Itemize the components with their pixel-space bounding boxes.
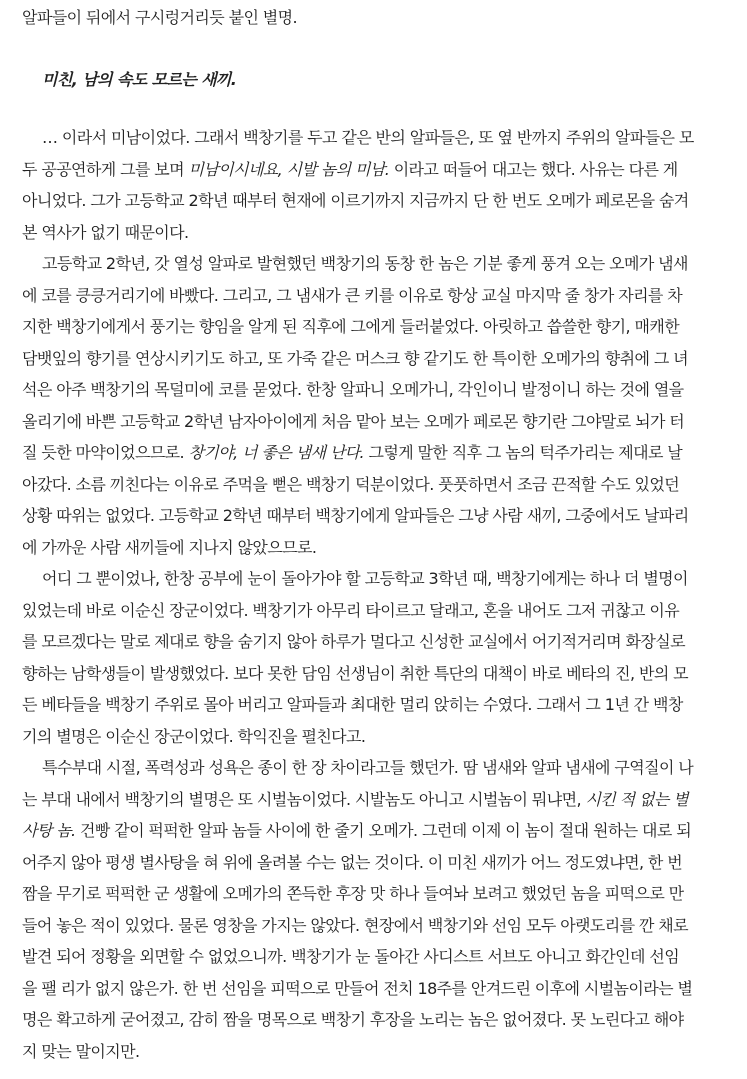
text-line: 고등학교 2학년, 갓 열성 알파로 발현했던 백창기의 동창 한 놈은 기분 좋게 풍겨 오는 오메가 냄새 bbox=[42, 254, 688, 273]
text-run: 건빵 같이 퍽퍽한 알파 놈들 사이에 한 줄기 오메가. 그런데 이제 이 놈이 절대 원하는 대로 되 bbox=[75, 821, 692, 840]
italic-text: 미남이시네요, 시발 놈의 미남. bbox=[188, 159, 390, 179]
text-line: 상황 따위는 없었다. 고등학교 2학년 때부터 백창기에게 알파들은 그냥 사람 새끼, 그중에서도 날파리 bbox=[22, 506, 689, 525]
text-run: 그렇게 말한 직후 그 놈의 턱주가리는 제대로 날 bbox=[364, 443, 683, 462]
text-run: 이라고 떠들어 대고는 했다. 사유는 다른 게 bbox=[389, 159, 678, 179]
text-line: 석은 아주 백창기의 목덜미에 코를 묻었다. 한창 알파니 오메가니, 각인이니 발정이니 하는 것에 열을 bbox=[22, 380, 684, 399]
text-line: 에 가까운 사람 새끼들에 지나지 않았으므로. bbox=[22, 537, 317, 557]
italic-text: 시킨 적 없는 별 bbox=[585, 789, 689, 809]
text-line: 발견 되어 정황을 외면할 수 없었으니까. 백창기가 눈 돌아간 사디스트 서브도 아니고 화간인데 선임 bbox=[22, 947, 680, 966]
text-line: 본 역사가 없기 때문이다. bbox=[22, 222, 189, 242]
text-line: 있었는데 바로 이순신 장군이었다. 백창기가 아무리 타이르고 달래고, 혼을 내어도 그저 귀찮고 이유 bbox=[22, 600, 680, 620]
italic-text: 사탕 놈. bbox=[22, 821, 76, 840]
text-line: 알파들이 뒤에서 구시렁거리듯 붙인 별명. bbox=[22, 8, 297, 27]
text-line bbox=[22, 815, 735, 847]
paragraph-2 bbox=[22, 248, 735, 563]
text-run: 는 부대 내에서 백창기의 별명은 또 시벌놈이었다. 시발놈도 아니고 시벌놈이 뭐냐면, bbox=[22, 789, 586, 809]
text-line: 든 베타들을 백창기 주위로 몰아 버리고 알파들과 최대한 멀리 앉히는 수였다. 그래서 그 1년 간 백창 bbox=[22, 695, 683, 714]
text-line: 특수부대 시절, 폭력성과 성욕은 종이 한 장 차이라고들 했던가. 땀 냄새와 알파 냄새에 구역질이 나 bbox=[42, 758, 694, 777]
emphasized-quote: 미친, 남의 속도 모르는 새끼. bbox=[42, 69, 237, 89]
text-line: … 이라서 미남이었다. 그래서 백창기를 두고 같은 반의 알파들은, 또 옆 반까지 주위의 알파들은 모 bbox=[42, 128, 694, 147]
text-line: 짬을 무기로 퍽퍽한 군 생활에 오메가의 쫀득한 후장 맛 하나 들여놔 보려고 했었던 놈을 피떡으로 만 bbox=[22, 884, 684, 903]
italic-text: 창기야, 너 좋은 냄새 난다. bbox=[188, 443, 364, 462]
text-line: 아갔다. 소름 끼친다는 이유로 주먹을 뻗은 백창기 덕분이었다. 풋풋하면서 조금 끈적할 수도 있었던 bbox=[22, 474, 680, 494]
text-line: 담뱃잎의 향기를 연상시키기도 하고, 또 가죽 같은 머스크 향 같기도 한 특이한 오메가의 향취에 그 녀 bbox=[22, 348, 689, 368]
text-line: 에 코를 킁킁거리기에 바빴다. 그리고, 그 냄새가 큰 키를 이유로 항상 교실 마지막 줄 창가 자리를 차 bbox=[22, 285, 683, 305]
paragraph-3 bbox=[22, 563, 735, 752]
text-line: 지한 백창기에게서 풍기는 향임을 알게 된 직후에 그에게 들러붙었다. 아릿하고 씁쓸한 향기, 매캐한 bbox=[22, 317, 680, 336]
text-line: 향하는 남학생들이 발생했었다. 보다 못한 담임 선생님이 취한 특단의 대책이 바로 베타의 진, 반의 모 bbox=[22, 663, 689, 683]
text-line: 명은 확고하게 굳어졌고, 감히 짬을 명목으로 백창기 후장을 노리는 놈은 없어졌다. 못 노린다고 해야 bbox=[22, 1010, 684, 1029]
text-line: 어디 그 뿐이었나, 한창 공부에 눈이 돌아가야 할 고등학교 3학년 때, 백창기에게는 하나 더 별명이 bbox=[42, 569, 688, 588]
text-line: 을 팰 리가 없지 않은가. 한 번 선임을 피떡으로 만들어 전치 18주를 안겨드린 이후에 시벌놈이라는 별 bbox=[22, 978, 693, 998]
text-line bbox=[22, 437, 735, 469]
text-line: 를 모르겠다는 말로 제대로 향을 숨기지 않아 하루가 멀다고 신성한 교실에서 어기적거리며 화장실로 bbox=[22, 632, 685, 651]
text-line: 기의 별명은 이순신 장군이었다. 학익진을 펼친다고. bbox=[22, 726, 366, 746]
text-line: 올리기에 바쁜 고등학교 2학년 남자아이에게 처음 맡아 보는 오메가 페로몬 향기란 그야말로 뇌가 터 bbox=[22, 411, 685, 431]
text-run: 질 듯한 마약이었으므로. bbox=[22, 443, 189, 462]
paragraph-4 bbox=[22, 752, 735, 1067]
text-line bbox=[22, 784, 735, 816]
text-line: 어주지 않아 평생 별사탕을 혀 위에 올려볼 수는 없는 것이다. 이 미친 새끼가 어느 정도였냐면, 한 번 bbox=[22, 852, 683, 872]
text-run: 두 공공연하게 그를 보며 bbox=[22, 159, 189, 179]
text-line: 지 맞는 말이지만. bbox=[22, 1041, 140, 1061]
text-line: 들어 놓은 적이 있었다. 물론 영창을 가지는 않았다. 현장에서 백창기와 선임 모두 아랫도리를 깐 채로 bbox=[22, 915, 689, 935]
text-line: 아니었다. 그가 고등학교 2학년 때부터 현재에 이르기까지 지금까지 단 한 번도 오메가 페로몬을 숨겨 bbox=[22, 191, 689, 210]
paragraph-1 bbox=[22, 122, 735, 248]
text-line bbox=[22, 154, 735, 186]
